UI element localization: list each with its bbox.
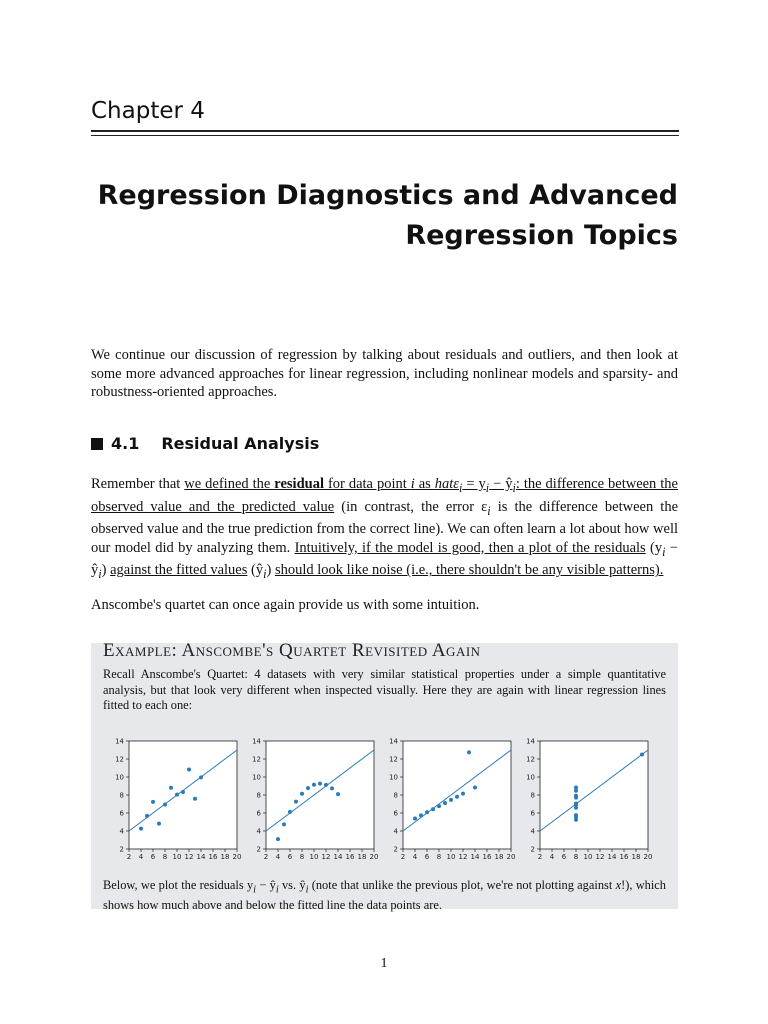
anscombe-plot-1 bbox=[103, 733, 242, 865]
x-tick-label: 4 bbox=[275, 853, 281, 861]
data-point bbox=[455, 795, 459, 799]
x-tick-label: 14 bbox=[196, 853, 206, 861]
y-tick-label: 14 bbox=[252, 737, 261, 746]
x-tick-label: 12 bbox=[595, 853, 605, 861]
data-point bbox=[300, 792, 304, 796]
y-tick-label: 8 bbox=[119, 791, 124, 800]
x-tick-label: 6 bbox=[561, 853, 567, 861]
data-point bbox=[288, 810, 292, 814]
y-tick-label: 10 bbox=[389, 773, 398, 782]
data-point bbox=[473, 785, 477, 789]
x-tick-label: 8 bbox=[573, 853, 579, 861]
data-point bbox=[467, 750, 471, 754]
data-point bbox=[199, 775, 203, 779]
data-point bbox=[163, 802, 167, 806]
data-point bbox=[449, 798, 453, 802]
x-tick-label: 14 bbox=[333, 853, 343, 861]
chapter-label: Chapter 4 bbox=[91, 98, 205, 124]
data-point bbox=[324, 783, 328, 787]
data-point bbox=[461, 792, 465, 796]
plot-frame bbox=[266, 741, 374, 849]
anscombe-plot-4 bbox=[514, 733, 653, 865]
y-tick-label: 4 bbox=[119, 827, 124, 836]
x-tick-label: 2 bbox=[263, 853, 269, 861]
chapter-title-line1: Regression Diagnostics and Advanced bbox=[97, 180, 678, 211]
x-tick-label: 14 bbox=[470, 853, 480, 861]
y-tick-label: 14 bbox=[526, 737, 535, 746]
data-point bbox=[282, 822, 286, 826]
data-point bbox=[413, 816, 417, 820]
plot-frame bbox=[129, 741, 237, 849]
y-tick-label: 12 bbox=[526, 755, 535, 764]
x-tick-label: 18 bbox=[494, 853, 504, 861]
x-tick-label: 16 bbox=[345, 853, 355, 861]
data-point bbox=[330, 786, 334, 790]
x-tick-label: 10 bbox=[172, 853, 182, 861]
x-tick-label: 2 bbox=[400, 853, 406, 861]
y-tick-label: 2 bbox=[256, 845, 261, 854]
example-box bbox=[91, 640, 678, 912]
x-tick-label: 6 bbox=[150, 853, 156, 861]
x-tick-label: 4 bbox=[138, 853, 144, 861]
x-tick-label: 6 bbox=[287, 853, 293, 861]
data-point bbox=[431, 807, 435, 811]
data-point bbox=[574, 794, 578, 798]
example-text-residuals: Below, we plot the residuals $y_i$ − $ŷ_i$ vs. $ŷ_i$ (note that unlike the previous plot, we're not plotting against x!), which shows how much above and below the fitted line the data points are. bbox=[103, 878, 666, 912]
x-tick-label: 12 bbox=[458, 853, 468, 861]
x-tick-label: 18 bbox=[631, 853, 641, 861]
y-tick-label: 8 bbox=[393, 791, 398, 800]
y-tick-label: 2 bbox=[119, 845, 124, 854]
data-point bbox=[139, 827, 143, 831]
data-point bbox=[419, 813, 423, 817]
residual-paragraph: Remember that we defined the residual for data point i as $hat\varepsilon_i = y_i$ − $ŷ_i$: the difference between the observed value and the predicted value (in contrast, the error $\varepsilon_i$ is the difference between the observed value and the true prediction from the correct line). We can often learn a lot about how well our model did by analyzing them. Intuitively, if the model is good, then a plot of the residuals ($y_i$ − $ŷ_i$) against the fitted values $(ŷ_i)$ should look like noise (i.e., there shouldn't be any visible patterns). bbox=[91, 476, 679, 582]
x-tick-label: 18 bbox=[220, 853, 230, 861]
y-tick-label: 10 bbox=[252, 773, 261, 782]
data-point bbox=[193, 797, 197, 801]
chapter-rule-thick bbox=[91, 130, 679, 132]
data-point bbox=[336, 792, 340, 796]
y-tick-label: 4 bbox=[393, 827, 398, 836]
data-point bbox=[425, 810, 429, 814]
chapter-title bbox=[78, 176, 678, 256]
x-tick-label: 20 bbox=[232, 853, 242, 861]
x-tick-label: 10 bbox=[446, 853, 456, 861]
data-point bbox=[181, 790, 185, 794]
y-tick-label: 2 bbox=[530, 845, 535, 854]
y-tick-label: 4 bbox=[530, 827, 535, 836]
x-tick-label: 6 bbox=[424, 853, 430, 861]
x-tick-label: 20 bbox=[506, 853, 516, 861]
data-point bbox=[294, 800, 298, 804]
anscombe-sentence: Anscombe's quartet can once again provide us with some intuition. bbox=[91, 597, 480, 613]
section-square-icon bbox=[91, 438, 103, 450]
x-tick-label: 4 bbox=[549, 853, 555, 861]
y-tick-label: 12 bbox=[389, 755, 398, 764]
y-tick-label: 14 bbox=[389, 737, 398, 746]
data-point bbox=[306, 786, 310, 790]
section-title: Residual Analysis bbox=[161, 434, 320, 453]
section-heading bbox=[91, 434, 319, 453]
y-tick-label: 2 bbox=[393, 845, 398, 854]
page-number: 1 bbox=[380, 956, 388, 971]
y-tick-label: 6 bbox=[393, 809, 398, 818]
x-tick-label: 16 bbox=[208, 853, 218, 861]
data-point bbox=[175, 793, 179, 797]
x-tick-label: 10 bbox=[309, 853, 319, 861]
y-tick-label: 6 bbox=[119, 809, 124, 818]
x-tick-label: 2 bbox=[537, 853, 543, 861]
x-tick-label: 4 bbox=[412, 853, 418, 861]
y-tick-label: 8 bbox=[530, 791, 535, 800]
data-point bbox=[574, 803, 578, 807]
y-tick-label: 4 bbox=[256, 827, 261, 836]
data-point bbox=[151, 800, 155, 804]
data-point bbox=[157, 822, 161, 826]
x-tick-label: 12 bbox=[184, 853, 194, 861]
y-tick-label: 10 bbox=[115, 773, 124, 782]
data-point bbox=[169, 786, 173, 790]
data-point bbox=[187, 767, 191, 771]
x-tick-label: 10 bbox=[583, 853, 593, 861]
data-point bbox=[640, 753, 644, 757]
data-point bbox=[318, 782, 322, 786]
anscombe-plot-2 bbox=[240, 733, 379, 865]
x-tick-label: 8 bbox=[299, 853, 305, 861]
x-tick-label: 20 bbox=[643, 853, 653, 861]
chapter-rule-thin bbox=[91, 135, 679, 136]
x-tick-label: 2 bbox=[126, 853, 132, 861]
x-tick-label: 20 bbox=[369, 853, 379, 861]
data-point bbox=[443, 801, 447, 805]
intro-paragraph: We continue our discussion of regression by talking about residuals and outliers, and then look at some more advanced approaches for linear regression, including nonlinear models and sparsity- and robustness-oriented approaches. bbox=[91, 347, 678, 401]
data-point bbox=[312, 783, 316, 787]
x-tick-label: 8 bbox=[162, 853, 168, 861]
x-tick-label: 18 bbox=[357, 853, 367, 861]
x-tick-label: 12 bbox=[321, 853, 331, 861]
chapter-title-line2: Regression Topics bbox=[405, 220, 678, 251]
y-tick-label: 6 bbox=[530, 809, 535, 818]
section-number: 4.1 bbox=[111, 434, 140, 453]
x-tick-label: 8 bbox=[436, 853, 442, 861]
x-tick-label: 14 bbox=[607, 853, 617, 861]
y-tick-label: 14 bbox=[115, 737, 124, 746]
y-tick-label: 6 bbox=[256, 809, 261, 818]
y-tick-label: 8 bbox=[256, 791, 261, 800]
data-point bbox=[437, 804, 441, 808]
plot-frame bbox=[540, 741, 648, 849]
data-point bbox=[276, 837, 280, 841]
y-tick-label: 12 bbox=[115, 755, 124, 764]
anscombe-plot-3 bbox=[377, 733, 516, 865]
example-text-intro: Recall Anscombe's Quartet: 4 datasets with very similar statistical properties under a simple quantitative analysis, but that look very different when inspected visually. Here they are again with linear regression lines fitted to each one: bbox=[103, 667, 666, 712]
y-tick-label: 10 bbox=[526, 773, 535, 782]
x-tick-label: 16 bbox=[482, 853, 492, 861]
example-title: Example: Anscombe's Quartet Revisited Again bbox=[103, 640, 481, 661]
y-tick-label: 12 bbox=[252, 755, 261, 764]
data-point bbox=[574, 815, 578, 819]
x-tick-label: 16 bbox=[619, 853, 629, 861]
data-point bbox=[145, 814, 149, 818]
data-point bbox=[574, 789, 578, 793]
